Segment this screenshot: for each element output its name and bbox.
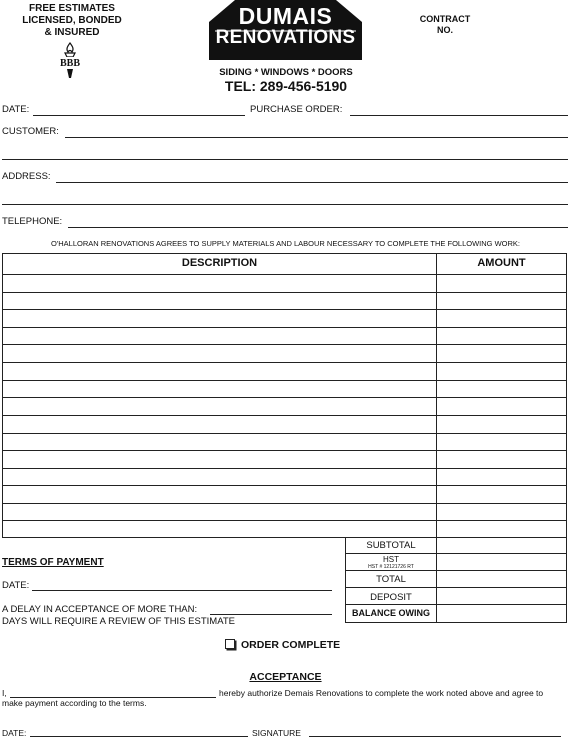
telephone-field[interactable]: [68, 227, 568, 228]
terms-date-label: DATE:: [2, 580, 30, 591]
agreement-text: O'HALLORAN RENOVATIONS AGREES TO SUPPLY MATERIALS AND LABOUR NECESSARY TO COMPLETE THE FOLLOWING WORK:: [50, 239, 521, 248]
address-label: ADDRESS:: [2, 171, 51, 182]
hst-label: HST: [383, 555, 399, 564]
telephone-label: TELEPHONE:: [2, 216, 63, 227]
contract-number-label: [405, 14, 485, 36]
delay-text: A DELAY IN ACCEPTANCE OF MORE THAN:: [2, 604, 198, 615]
bbb-torch-icon: [50, 41, 90, 79]
deposit-row[interactable]: [346, 588, 566, 605]
terms-date-field[interactable]: [32, 590, 332, 591]
amount-header: AMOUNT: [477, 257, 526, 269]
date-label: DATE:: [2, 104, 30, 115]
acceptance-date-field[interactable]: [30, 736, 248, 737]
logo-text: [209, 3, 362, 51]
table-row[interactable]: [3, 292, 566, 293]
insured-line: & INSURED: [44, 27, 100, 38]
services-text: SIDING * WINDOWS * DOORS: [219, 67, 353, 78]
order-complete-label: ORDER COMPLETE: [241, 639, 341, 651]
table-row[interactable]: [3, 503, 566, 504]
table-column-divider: [436, 254, 437, 537]
table-row[interactable]: [3, 520, 566, 521]
telephone-number: TEL: 289-456-5190: [224, 78, 348, 94]
table-row[interactable]: [3, 327, 566, 328]
date-field[interactable]: [33, 115, 245, 116]
subtotal-label: SUBTOTAL: [366, 540, 416, 551]
table-row[interactable]: [3, 344, 566, 345]
acceptance-date-label: DATE:: [2, 728, 27, 738]
balance-owing-row[interactable]: [346, 605, 566, 622]
subtotal-row[interactable]: [346, 537, 566, 554]
table-row[interactable]: [3, 415, 566, 416]
description-header: DESCRIPTION: [181, 257, 258, 269]
contract-no-label: NO.: [436, 25, 453, 35]
purchase-order-field[interactable]: [350, 115, 568, 116]
table-row[interactable]: [3, 397, 566, 398]
hst-row[interactable]: [346, 554, 566, 571]
table-row[interactable]: [3, 468, 566, 469]
customer-field[interactable]: [65, 137, 568, 138]
table-row[interactable]: [3, 380, 566, 381]
table-row[interactable]: [3, 309, 566, 310]
delay-days-field[interactable]: [210, 614, 332, 615]
table-row[interactable]: [3, 274, 566, 275]
order-complete-checkbox[interactable]: [225, 639, 235, 649]
acceptance-text-2: make payment according to the terms.: [2, 698, 147, 708]
table-row[interactable]: [3, 450, 566, 451]
free-estimates-text: [12, 3, 132, 39]
free-estimates-line: FREE ESTIMATES: [29, 3, 115, 14]
contract-label: CONTRACT: [419, 14, 471, 24]
acceptance-text: hereby authorize Demais Renovations to complete the work noted above and agree to: [219, 688, 544, 698]
acceptance-prefix: I,: [2, 688, 7, 698]
signature-label: SIGNATURE: [252, 728, 301, 738]
totals-table: [345, 537, 567, 623]
bbb-label: BBB: [59, 58, 81, 69]
hst-number: HST # 12121726 RT: [368, 564, 414, 570]
logo-renovations: RENOVATIONS: [215, 27, 356, 48]
work-description-table: [2, 253, 567, 538]
acceptance-title: ACCEPTANCE: [249, 671, 322, 683]
customer-field-line2[interactable]: [2, 159, 568, 160]
deposit-label: DEPOSIT: [370, 592, 412, 603]
address-field-line2[interactable]: [2, 204, 568, 205]
table-row[interactable]: [3, 433, 566, 434]
licensed-bonded-line: LICENSED, BONDED: [22, 15, 122, 26]
logo-dumais: DUMAIS: [238, 3, 333, 29]
purchase-order-label: PURCHASE ORDER:: [250, 104, 343, 115]
balance-owing-label: BALANCE OWING: [352, 608, 430, 618]
delay-review-text: DAYS WILL REQUIRE A REVIEW OF THIS ESTIMATE: [2, 616, 235, 627]
total-row[interactable]: [346, 571, 566, 588]
signature-field[interactable]: [309, 736, 561, 737]
table-row[interactable]: [3, 485, 566, 486]
table-row[interactable]: [3, 362, 566, 363]
address-field[interactable]: [56, 182, 568, 183]
total-label: TOTAL: [376, 574, 406, 585]
customer-label: CUSTOMER:: [2, 126, 59, 137]
terms-of-payment-title: TERMS OF PAYMENT: [2, 557, 104, 568]
